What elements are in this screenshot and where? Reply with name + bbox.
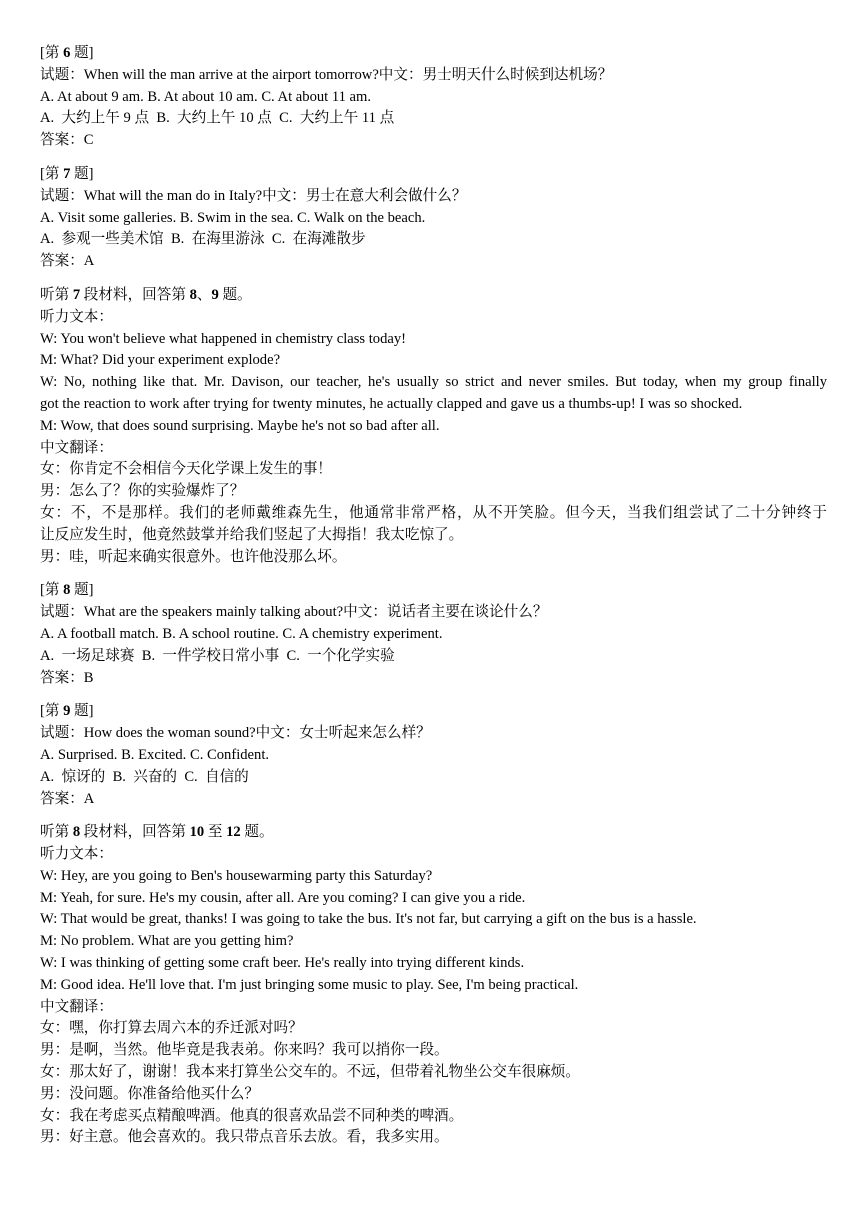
- answer-text: 答案：C: [40, 132, 94, 149]
- options-chinese: A. 参观一些美术馆 B. 在海里游泳 C. 在海滩散步: [40, 231, 366, 248]
- question-header: [第 9 题]: [40, 703, 94, 720]
- question-9-block: [40, 701, 827, 810]
- dialogue-line-zh: 让反应发生时，他竟然鼓掌并给我们竖起了大拇指！我太吃惊了。: [40, 526, 464, 543]
- dialogue-line-en: M: No problem. What are you getting him?: [40, 933, 294, 950]
- dialogue-line-en: M: Good idea. He'll love that. I'm just bringing some music to play. See, I'm being practical.: [40, 976, 579, 993]
- dialogue-line-zh: 女：我在考虑买点精酿啤酒。他真的很喜欢品尝不同种类的啤酒。: [40, 1107, 464, 1124]
- question-6-block: [40, 43, 827, 152]
- dialogue-line-zh: 男：哇，听起来确实很意外。也许他没那么坏。: [40, 548, 347, 565]
- question-7-block: [40, 164, 827, 273]
- answer-text: 答案：B: [40, 669, 94, 686]
- dialogue-line-en: got the reaction to work after trying for twenty minutes, he actually clapped and gave us a thumbs-up! I was so shocked.: [40, 395, 743, 412]
- question-text: 试题：What are the speakers mainly talking about?中文：说话者主要在谈论什么？: [40, 604, 548, 621]
- listening-section-7: [40, 285, 827, 568]
- answer-text: 答案：A: [40, 790, 95, 807]
- dialogue-line-zh: 男：是啊，当然。他毕竟是我表弟。你来吗？我可以捎你一段。: [40, 1042, 449, 1059]
- translation-label: 中文翻译：: [40, 998, 113, 1015]
- translation-label: 中文翻译：: [40, 439, 113, 456]
- question-header: [第 7 题]: [40, 165, 94, 182]
- dialogue-line-en: W: That would be great, thanks! I was going to take the bus. It's not far, but carrying a gift on the bus is a hassle.: [40, 911, 697, 928]
- transcript-label: 听力文本：: [40, 846, 113, 863]
- question-8-block: [40, 580, 827, 689]
- dialogue-line-en: W: I was thinking of getting some craft beer. He's really into trying different kinds.: [40, 955, 525, 972]
- dialogue-line-zh: 男：好主意。他会喜欢的。我只带点音乐去放。看，我多实用。: [40, 1129, 449, 1146]
- dialogue-line-zh: 女：嘿，你打算去周六本的乔迁派对吗？: [40, 1020, 303, 1037]
- question-number: 6: [63, 45, 71, 61]
- options-english: A. Surprised. B. Excited. C. Confident.: [40, 746, 270, 763]
- dialogue-line-zh: 男：没问题。你准备给他买什么？: [40, 1085, 259, 1102]
- options-chinese: A. 大约上午 9 点 B. 大约上午 10 点 C. 大约上午 11 点: [40, 110, 395, 127]
- dialogue-line-zh: 女：那太好了，谢谢！我本来打算坐公交车的。不远，但带着礼物坐公交车很麻烦。: [40, 1064, 580, 1081]
- question-number: 8: [63, 582, 71, 599]
- options-chinese: A. 惊讶的 B. 兴奋的 C. 自信的: [40, 768, 249, 785]
- question-header: [第 8 题]: [40, 582, 94, 599]
- dialogue-line-en: W: Hey, are you going to Ben's housewarming party this Saturday?: [40, 867, 433, 884]
- section-intro: 听第 7 段材料，回答第 8、9 题。: [40, 286, 252, 303]
- options-english: A. At about 9 am. B. At about 10 am. C. At about 11 am.: [40, 88, 372, 105]
- question-number: 9: [63, 703, 71, 720]
- dialogue-line-en: W: No, nothing like that. Mr. Davison, our teacher, he's usually so strict and never smiles. But today, when my group finally: [40, 374, 827, 391]
- answer-text: 答案：A: [40, 253, 95, 270]
- dialogue-line-zh: 女：你肯定不会相信今天化学课上发生的事！: [40, 461, 332, 478]
- options-english: A. A football match. B. A school routine. C. A chemistry experiment.: [40, 625, 443, 642]
- dialogue-line-en: M: What? Did your experiment explode?: [40, 352, 281, 369]
- question-text: 试题：What will the man do in Italy?中文：男士在意大利会做什么？: [40, 187, 467, 204]
- dialogue-line-en: M: Wow, that does sound surprising. Maybe he's not so bad after all.: [40, 417, 440, 434]
- dialogue-line-zh: 男：怎么了？你的实验爆炸了？: [40, 483, 245, 500]
- question-text: 试题：When will the man arrive at the airport tomorrow?中文：男士明天什么时候到达机场？: [40, 66, 613, 83]
- options-chinese: A. 一场足球赛 B. 一件学校日常小事 C. 一个化学实验: [40, 647, 395, 664]
- dialogue-line-en: W: You won't believe what happened in chemistry class today!: [40, 330, 407, 347]
- question-header: [第 6 题]: [40, 45, 94, 61]
- dialogue-line-zh: 女：不，不是那样。我们的老师戴维森先生，他通常非常严格，从不开笑脸。但今天，当我们组尝试了二十分钟终于: [40, 504, 827, 521]
- transcript-label: 听力文本：: [40, 308, 113, 325]
- options-english: A. Visit some galleries. B. Swim in the sea. C. Walk on the beach.: [40, 209, 426, 226]
- dialogue-line-en: M: Yeah, for sure. He's my cousin, after all. Are you coming? I can give you a ride.: [40, 889, 526, 906]
- listening-section-8: [40, 822, 827, 1149]
- question-text: 试题：How does the woman sound?中文：女士听起来怎么样？: [40, 725, 431, 742]
- question-number: 7: [63, 165, 71, 182]
- section-intro: 听第 8 段材料，回答第 10 至 12 题。: [40, 824, 274, 841]
